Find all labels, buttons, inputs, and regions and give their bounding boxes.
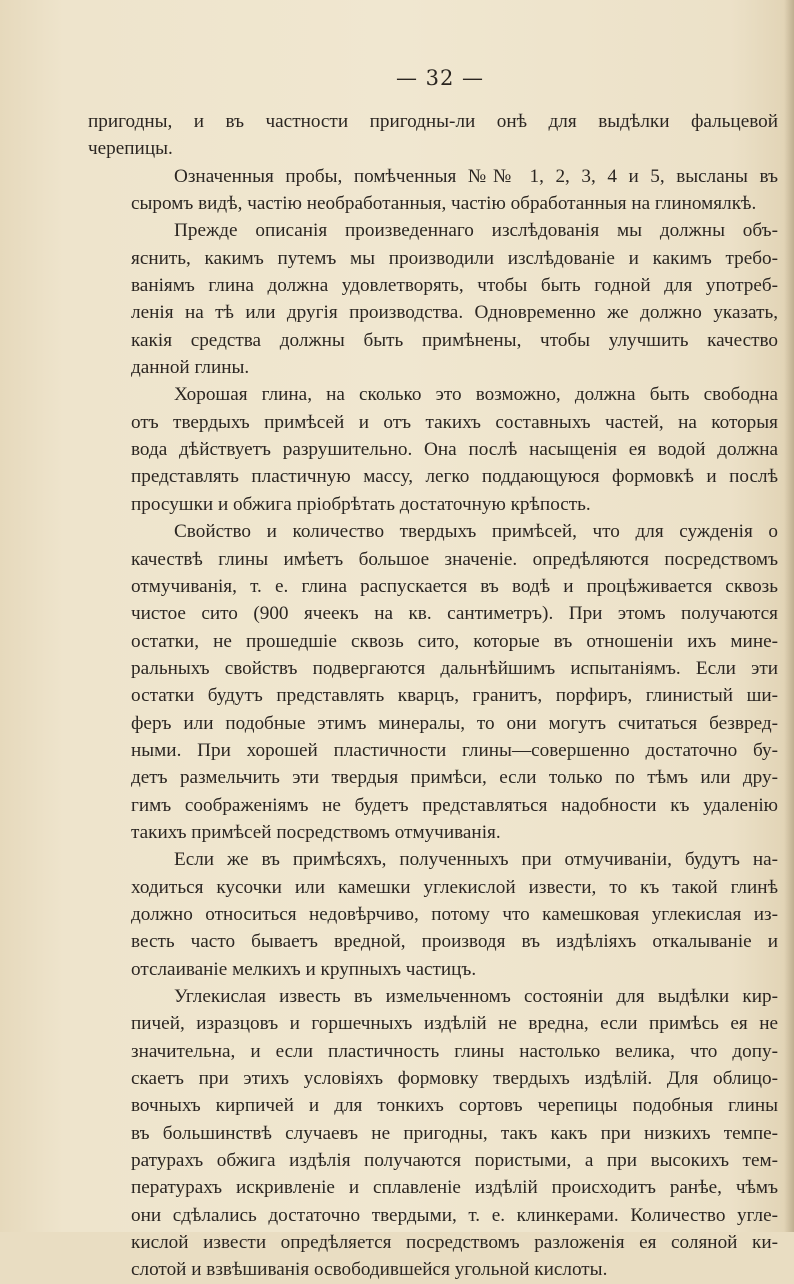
- text-line: значительна, и если пластичность глины настолько велика, что допу-: [131, 1040, 778, 1062]
- text-line: яснить, какимъ путемъ мы производили изслѣдованіе и какимъ требо-: [131, 247, 778, 269]
- paragraph: [88, 217, 778, 381]
- text-line: вода дѣйствуетъ разрушительно. Она послѣ насыщенія ея водой должна: [131, 439, 778, 461]
- text-line: гимъ соображеніямъ не будетъ представляться надобности къ удаленію: [131, 794, 778, 816]
- paragraph: [88, 518, 778, 846]
- text-line: слотой и взвѣшиванія освободившейся угольной кислоты.: [131, 1259, 608, 1281]
- text-line: Если же въ примѣсяхъ, полученныхъ при отмучиваніи, будутъ на-: [174, 849, 778, 871]
- text-line: феръ или подобные этимъ минералы, то они могутъ считаться безвред-: [131, 712, 778, 734]
- text-line: пературахъ искривленіе и сплавленіе издѣлій происходитъ ранѣе, чѣмъ: [131, 1177, 778, 1199]
- text-line: въ большинствѣ случаевъ не пригодны, такъ какъ при низкихъ темпе-: [131, 1122, 778, 1144]
- text-line: ленія на тѣ или другія производства. Одновременно же должно указать,: [131, 302, 778, 324]
- page-binding-shadow: [784, 0, 794, 1232]
- text-line: качествѣ глины имѣетъ большое значеніе. опредѣляются посредствомъ: [131, 548, 778, 570]
- text-line: должно относиться недовѣрчиво, потому что камешковая углекислая из-: [131, 903, 778, 925]
- text-line: весть часто бываетъ вредной, производя въ издѣліяхъ откалываніе и: [131, 931, 778, 953]
- text-line: отслаиваніе мелкихъ и крупныхъ частицъ.: [131, 958, 477, 980]
- text-line: данной глины.: [131, 357, 250, 379]
- text-line: ваніямъ глина должна удовлетворять, чтобы быть годной для употреб-: [131, 275, 778, 297]
- text-line: представлять пластичную массу, легко поддающуюся формовкѣ и послѣ: [131, 466, 778, 488]
- text-line: отъ твердыхъ примѣсей и отъ такихъ составныхъ частей, на которыя: [131, 411, 778, 433]
- text-line: пригодны, и въ частности пригодны-ли онѣ для выдѣлки фальцевой: [88, 111, 778, 132]
- text-line: ратурахъ обжига издѣлія получаются пористыми, а при высокихъ тем-: [131, 1150, 778, 1172]
- text-line: ходиться кусочки или камешки углекислой извести, то къ такой глинѣ: [131, 876, 778, 898]
- text-line: какія средства должны быть примѣнены, чтобы улучшить качество: [131, 329, 778, 351]
- paragraph: [88, 846, 778, 983]
- paragraph: [88, 163, 778, 218]
- text-line: такихъ примѣсей посредствомъ отмучиванія.: [131, 821, 501, 843]
- text-line: Свойство и количество твердыхъ примѣсей, что для сужденія о: [174, 521, 778, 543]
- text-line: Углекислая известь въ измельченномъ состояніи для выдѣлки кир-: [174, 986, 778, 1007]
- text-line: детъ размельчить эти твердыя примѣси, если только по тѣмъ или дру-: [131, 767, 778, 789]
- text-line: черепицы.: [88, 138, 173, 160]
- text-line: пичей, изразцовъ и горшечныхъ издѣлій не вредна, если примѣсь ея не: [131, 1013, 778, 1035]
- text-line: чистое сито (900 ячеекъ на кв. сантиметръ). При этомъ получаются: [131, 603, 778, 625]
- page-body-text: [88, 108, 778, 1284]
- text-line: сыромъ видѣ, частію необработанныя, частію обработанныя на глиномялкѣ.: [131, 193, 757, 215]
- text-line: кислой извести опредѣляется посредствомъ разложенія ея соляной ки-: [131, 1232, 778, 1254]
- text-line: отмучиванія, т. е. глина распускается въ водѣ и процѣживается сквозь: [131, 575, 778, 597]
- text-line: вочныхъ кирпичей и для тонкихъ сортовъ черепицы подобныя глины: [131, 1095, 778, 1117]
- text-line: ными. При хорошей пластичности глины—совершенно достаточно бу-: [131, 739, 778, 761]
- paragraph: [88, 381, 778, 518]
- page-number: — 32 —: [395, 66, 485, 90]
- text-line: они сдѣлались достаточно твердыми, т. е. клинкерами. Количество угле-: [131, 1204, 778, 1226]
- text-line: ральныхъ свойствъ подвергаются дальнѣйшимъ испытаніямъ. Если эти: [131, 657, 778, 679]
- text-line: остатки, не прошедшіе сквозь сито, которые въ отношеніи ихъ мине-: [131, 630, 778, 652]
- paragraph: [88, 108, 778, 163]
- text-line: Прежде описанія произведеннаго изслѣдованія мы должны объ-: [174, 220, 778, 242]
- text-line: просушки и обжига пріобрѣтать достаточную крѣпость.: [131, 493, 591, 515]
- text-line: остатки будутъ представлять кварцъ, гранитъ, порфиръ, глинистый ши-: [131, 685, 778, 707]
- text-line: скаетъ при этихъ условіяхъ формовку твердыхъ издѣлій. Для облицо-: [131, 1068, 778, 1090]
- paragraph: [88, 983, 778, 1284]
- text-line: Хорошая глина, на сколько это возможно, должна быть свободна: [174, 384, 778, 406]
- text-line: Означенныя пробы, помѣченныя №№ 1, 2, 3, 4 и 5, высланы въ: [174, 165, 778, 187]
